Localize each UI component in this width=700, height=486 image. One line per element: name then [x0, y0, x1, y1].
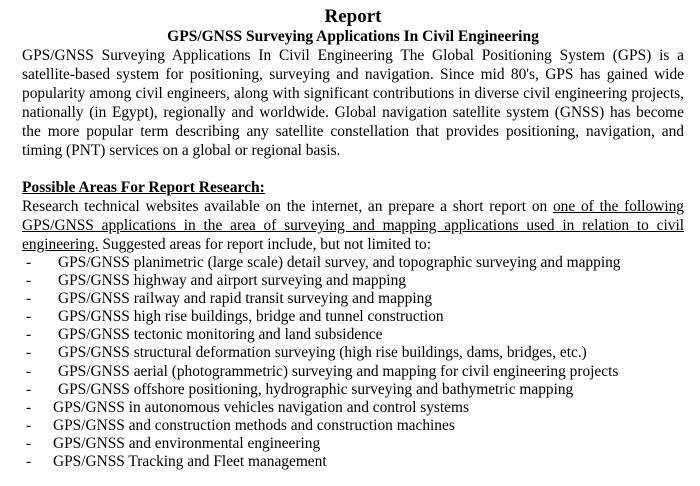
- research-paragraph: [22, 197, 684, 254]
- research-heading: Possible Areas For Report Research:: [22, 179, 265, 196]
- list-item: [22, 363, 684, 381]
- bullet-dash: -: [26, 326, 32, 344]
- list-item: [22, 326, 684, 344]
- list-item: [22, 399, 684, 417]
- bullet-dash: -: [26, 308, 32, 326]
- list-item: [22, 290, 684, 308]
- list-item: [22, 381, 684, 399]
- bullet-dash: -: [26, 344, 32, 362]
- report-title: Report: [324, 6, 382, 27]
- report-subtitle: GPS/GNSS Surveying Applications In Civil Engineering: [167, 28, 539, 45]
- list-item: [22, 272, 684, 290]
- list-item-text: GPS/GNSS Tracking and Fleet management: [53, 453, 327, 471]
- research-text-underlined: one of the following GPS/GNSS applications in the area of surveying and mapping applications used in relation to civil engineering.: [22, 198, 684, 253]
- research-text-end: Suggested areas for report include, but not limited to:: [98, 236, 432, 253]
- list-item-text: GPS/GNSS structural deformation surveying (high rise buildings, dams, bridges, etc.): [58, 344, 587, 362]
- bullet-dash: -: [26, 380, 32, 398]
- list-item-text: GPS/GNSS and environmental engineering: [53, 434, 321, 452]
- list-item: [22, 453, 684, 471]
- bullet-dash: -: [26, 362, 32, 380]
- research-text-start: Research technical websites available on the internet, an prepare a short report on: [22, 198, 553, 215]
- list-item: [22, 417, 684, 435]
- bullet-dash: -: [26, 398, 32, 416]
- list-item-text: GPS/GNSS offshore positioning, hydrographic surveying and bathymetric mapping: [58, 380, 574, 398]
- list-item-text: GPS/GNSS aerial (photogrammetric) surveying and mapping for civil engineering projects: [58, 362, 619, 380]
- bullet-dash: -: [26, 434, 32, 452]
- list-item-text: GPS/GNSS and construction methods and construction machines: [53, 416, 455, 434]
- list-item: [22, 344, 684, 362]
- list-item: [22, 308, 684, 326]
- list-item-text: GPS/GNSS high rise buildings, bridge and tunnel construction: [58, 308, 444, 326]
- bullet-dash: -: [26, 453, 32, 471]
- list-item-text: GPS/GNSS tectonic monitoring and land subsidence: [58, 326, 383, 344]
- list-item: [22, 254, 684, 272]
- intro-paragraph: GPS/GNSS Surveying Applications In Civil Engineering The Global Positioning System (GPS) is a satellite-based system for positioning, surveying and navigation. Since mid 80's, GPS has gained wide popularity among civil engineers, along with significant contributions in diverse civil engineering projects, nationally (in Egypt), regionally and worldwide. Global navigation satellite system (GNSS) has become the more popular term describing any satellite constellation that provides positioning, navigation, and timing (PNT) services on a global or regional basis.: [22, 47, 684, 159]
- list-item-text: GPS/GNSS highway and airport surveying and mapping: [58, 272, 406, 290]
- bullet-dash: -: [26, 272, 32, 290]
- areas-list: [22, 254, 684, 471]
- bullet-dash: -: [26, 254, 32, 271]
- list-item-text: GPS/GNSS in autonomous vehicles navigation and control systems: [53, 398, 469, 416]
- list-item: [22, 435, 684, 453]
- bullet-dash: -: [26, 416, 32, 434]
- list-item-text: GPS/GNSS planimetric (large scale) detail survey, and topographic surveying and mapping: [58, 254, 621, 271]
- list-item-text: GPS/GNSS railway and rapid transit surveying and mapping: [58, 290, 433, 308]
- bullet-dash: -: [26, 290, 32, 308]
